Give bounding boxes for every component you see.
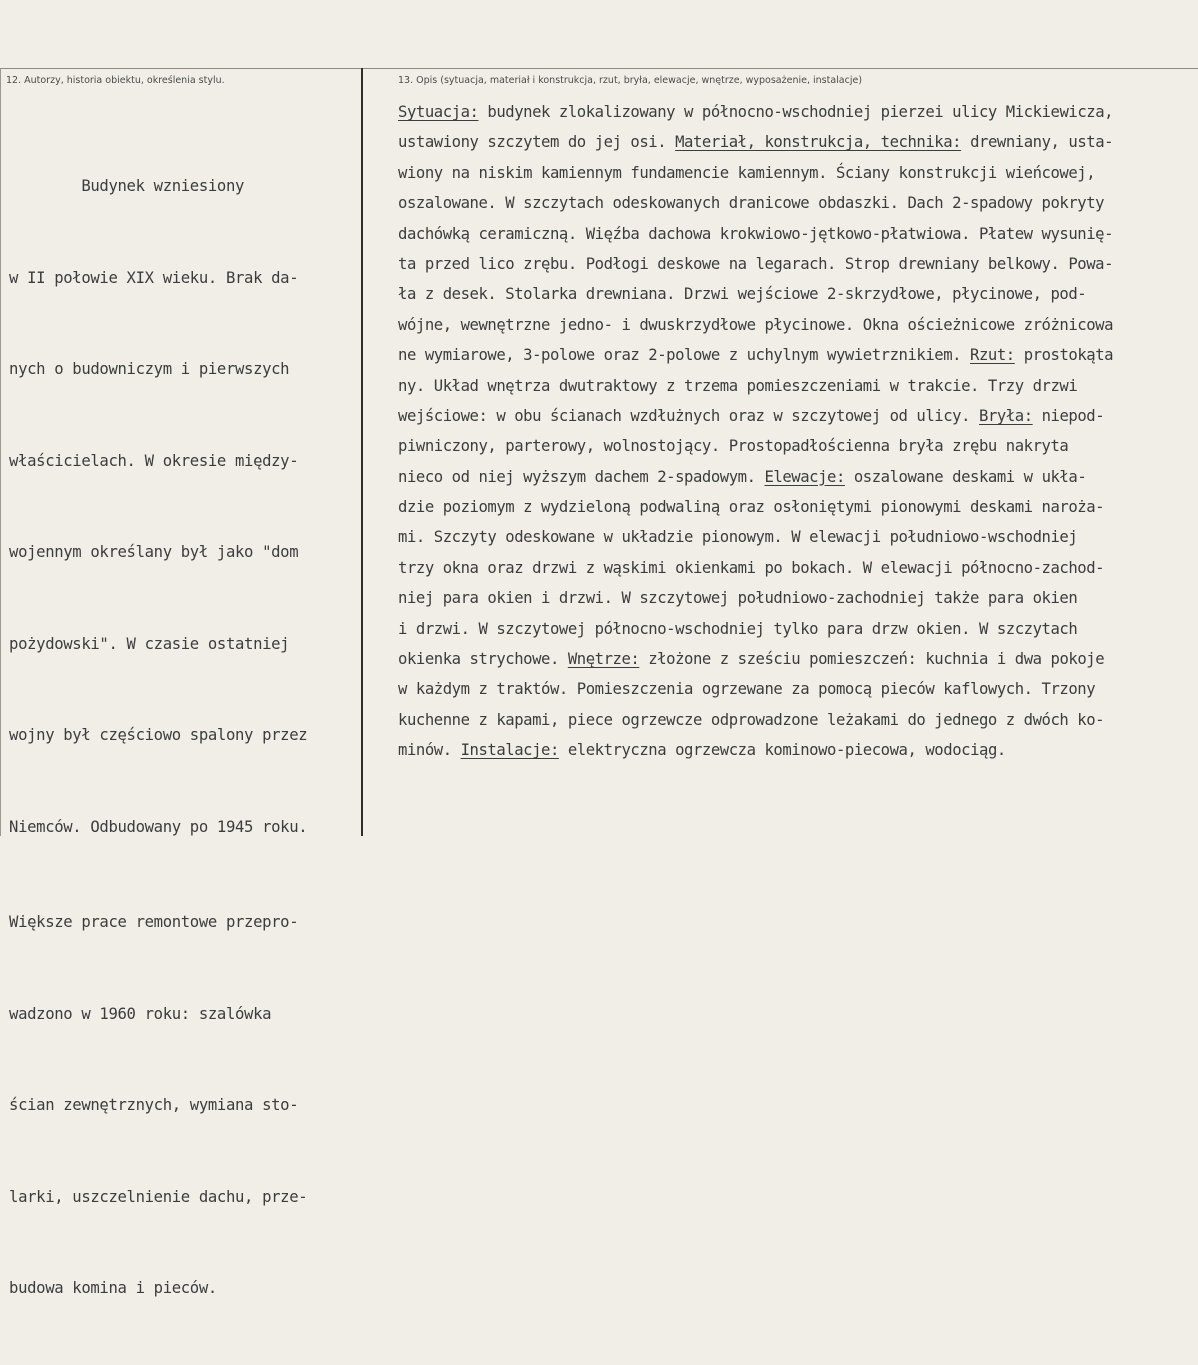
- history-line: Większe prace remontowe przepro-: [0, 913, 299, 931]
- description-text-run: złożone z sześciu pomieszczeń: kuchnia i dwa pokoje: [639, 650, 1105, 669]
- description-line: [398, 674, 1198, 704]
- section-heading: Materiał, konstrukcja, technika:: [675, 133, 962, 152]
- description-text-run: ne wymiarowe, 3-polowe oraz 2-polowe z uchylnym wywietrznikiem.: [398, 346, 971, 365]
- description-text-run: wójne, wewnętrzne jedno- i dwuskrzydłowe płycinowe. Okna ościeżnicowe zróżnicowa: [398, 315, 1114, 334]
- history-line: wojennym określany był jako "dom: [0, 543, 299, 561]
- history-text: [0, 110, 362, 1365]
- description-line: [398, 249, 1198, 279]
- description-text: [398, 97, 1198, 766]
- history-line: ścian zewnętrznych, wymiana sto-: [0, 1096, 299, 1114]
- description-line: [398, 462, 1198, 492]
- description-text-run: w każdym z traktów. Pomieszczenia ogrzewane za pomocą pieców kaflowych. Trzony: [398, 680, 1096, 699]
- description-text-run: piwniczony, parterowy, wolnostojący. Prostopadłościenna bryła zrębu nakryta: [398, 437, 1069, 456]
- history-line: pożydowski". W czasie ostatniej: [0, 634, 290, 653]
- description-line: [398, 735, 1198, 765]
- history-line: Niemców. Odbudowany po 1945 roku.: [0, 817, 308, 836]
- description-line: [398, 644, 1198, 674]
- description-line: [398, 401, 1198, 431]
- description-line: [398, 188, 1198, 218]
- description-text-run: ny. Układ wnętrza dwutraktowy z trzema pomieszczeniami w trakcie. Trzy drzwi: [398, 376, 1078, 395]
- section-heading: Bryła:: [979, 406, 1033, 425]
- description-text-run: drewniany, usta-: [961, 133, 1114, 152]
- description-text-run: prostokąta: [1014, 346, 1114, 365]
- description-text-run: budynek zlokalizowany w północno-wschodniej pierzei ulicy Mickiewicza,: [478, 103, 1114, 121]
- history-line: nych o budowniczym i pierwszych: [0, 360, 290, 378]
- description-text-run: okienka strychowe.: [398, 650, 568, 669]
- section-heading: Instalacje:: [460, 741, 559, 760]
- history-line: wojny był częściowo spalony przez: [0, 726, 308, 744]
- history-line: w II połowie XIX wieku. Brak da-: [0, 268, 299, 287]
- description-line: [398, 371, 1198, 401]
- section-heading: Rzut:: [970, 346, 1015, 365]
- description-text-run: wiony na niskim kamiennym fundamencie kamiennym. Ściany konstrukcji wieńcowej,: [398, 163, 1096, 182]
- description-text-run: mi. Szczyty odeskowane w układzie pionowym. W elewacji południowo-wschodniej: [398, 528, 1078, 547]
- description-text-run: elektryczna ogrzewcza kominowo-piecowa, wodociąg.: [558, 741, 1006, 760]
- description-text-run: kuchenne z kapami, piece ogrzewcze odprowadzone leżakami do jednego z dwóch ko-: [398, 710, 1105, 729]
- description-text-run: ta przed lico zrębu. Podłogi deskowe na legarach. Strop drewniany belkowy. Powa-: [398, 254, 1114, 273]
- description-text-run: dzie poziomym z wydzieloną podwaliną oraz osłoniętymi pionowymi deskami naroża-: [398, 498, 1105, 517]
- description-text-run: oszalowane. W szczytach odeskowanych dranicowe obdaszki. Dach 2-spadowy pokryty: [398, 194, 1105, 213]
- history-line: właścicielach. W okresie między-: [0, 451, 299, 470]
- section-heading: Sytuacja:: [398, 103, 479, 121]
- section-13-header: 13. Opis (sytuacja, materiał i konstrukcja, rzut, bryła, elewacje, wnętrze, wyposażenie, instalacje): [398, 75, 863, 86]
- description-line: [398, 279, 1198, 309]
- description-text-run: ła z desek. Stolarka drewniana. Drzwi wejściowe 2-skrzydłowe, płycinowe, pod-: [398, 285, 1087, 304]
- description-text-run: i drzwi. W szczytowej północno-wschodniej tylko para drzw okien. W szczytach: [398, 619, 1078, 638]
- description-text-run: niepod-: [1032, 406, 1105, 425]
- description-text-run: wejściowe: w obu ścianach wzdłużnych oraz w szczytowej od ulicy.: [398, 406, 979, 425]
- description-text-run: ustawiony szczytem do jej osi.: [398, 133, 676, 152]
- description-line: [398, 340, 1198, 370]
- section-12-header: 12. Autorzy, historia obiektu, określenia stylu.: [6, 75, 225, 86]
- history-line: larki, uszczelnienie dachu, prze-: [0, 1187, 308, 1206]
- section-heading: Wnętrze:: [567, 650, 640, 669]
- history-line: wadzono w 1960 roku: szalówka: [0, 1004, 272, 1023]
- description-text-run: niej para okien i drzwi. W szczytowej południowo-zachodniej także para okien: [398, 589, 1078, 608]
- description-line: [398, 97, 1198, 127]
- description-line: [398, 583, 1198, 613]
- description-line: [398, 127, 1198, 157]
- description-text-run: nieco od niej wyższym dachem 2-spadowym.: [398, 467, 765, 486]
- section-heading: Elewacje:: [764, 467, 845, 486]
- description-text-run: dachówką ceramiczną. Więźba dachowa krokwiowo-jętkowo-płatwiowa. Płatew wysunię-: [398, 224, 1114, 243]
- description-line: [398, 492, 1198, 522]
- top-rule: [0, 68, 1198, 69]
- description-line: [398, 158, 1198, 188]
- description-text-run: trzy okna oraz drzwi z wąskimi okienkami po bokach. W elewacji północno-zachod-: [398, 558, 1105, 577]
- description-line: [398, 310, 1198, 340]
- history-line: Budynek wzniesiony: [0, 177, 245, 195]
- description-text-run: oszalowane deskami w ukła-: [844, 467, 1087, 486]
- description-text-run: minów.: [398, 741, 461, 760]
- history-line: budowa komina i pieców.: [0, 1279, 217, 1297]
- description-line: [398, 553, 1198, 583]
- description-line: [398, 614, 1198, 644]
- description-line: [398, 431, 1198, 461]
- description-line: [398, 522, 1198, 552]
- description-line: [398, 219, 1198, 249]
- description-line: [398, 705, 1198, 735]
